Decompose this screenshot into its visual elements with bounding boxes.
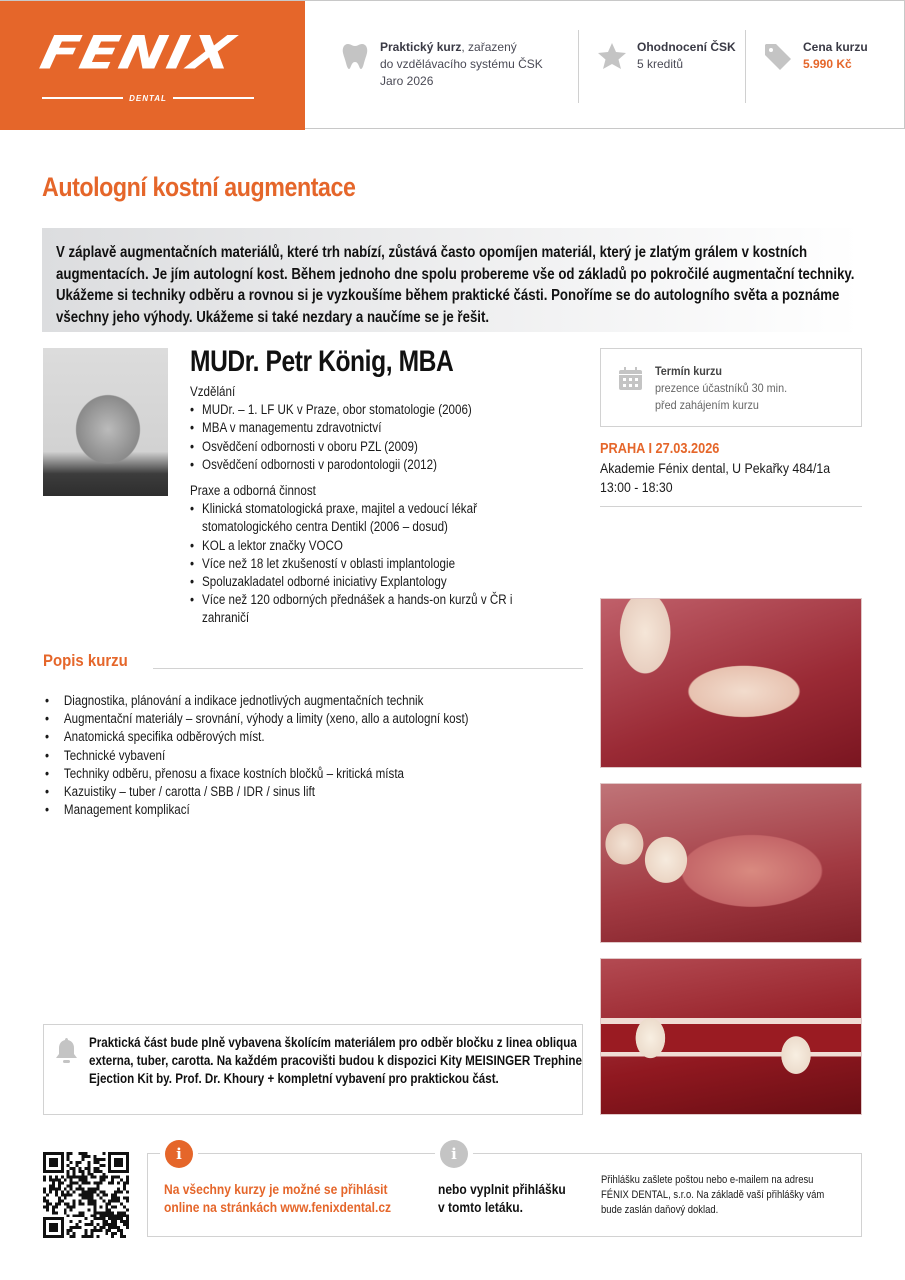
- list-item: • KOL a lektor značky VOCO: [190, 537, 551, 555]
- logo: [0, 1, 305, 130]
- lecturer-section: [190, 345, 590, 628]
- list-item: • Osvědčení odbornosti v oboru PZL (2009): [190, 438, 594, 456]
- venue: Akademie Fénix dental, U Pekařky 484/1a: [600, 460, 831, 476]
- term-box: Termín kurzu prezence účastníků 30 min. před zahájením kurzu: [600, 348, 862, 427]
- rating-info: Ohodnocení ČSK 5 kreditů: [597, 39, 736, 73]
- time: 13:00 - 18:30: [600, 479, 673, 495]
- note-text: Praktická část bude plně vybavena školícím materiálem pro odběr bločku z linea obliqua externa, tuber, carotta. Na každém pracovišti budou k dispozici Kity MEISINGER Trephine Ejection Kit by. Prof. Dr. Khoury + kompletní vybavení pro praktickou část.: [89, 1035, 582, 1086]
- description-heading: Popis kurzu: [43, 651, 128, 670]
- header: [0, 0, 905, 129]
- education-heading: Vzdělání: [190, 384, 236, 399]
- price-info: Cena kurzu 5.990 Kč: [763, 39, 868, 73]
- calendar-icon: [618, 366, 643, 391]
- header-divider: [578, 30, 579, 103]
- registration-footer: [147, 1145, 862, 1237]
- list-item: • MUDr. – 1. LF UK v Praze, obor stomatologie (2006): [190, 401, 594, 419]
- logo-subtitle: DENTAL: [42, 92, 254, 104]
- course-type-info: Praktický kurz, zařazený do vzdělávacího systému ČSK Jaro 2026: [340, 39, 543, 90]
- city-date: PRAHA I 27.03.2026: [600, 441, 720, 457]
- list-item: • Diagnostika, plánování a indikace jednotlivých augmentačních technik: [45, 692, 647, 710]
- info-icon: i: [440, 1140, 468, 1168]
- form-registration: nebo vyplnit přihlášku v tomto letáku.: [438, 1181, 566, 1215]
- list-item: • Více než 18 let zkušeností v oblasti implantologie: [190, 555, 551, 573]
- lecturer-photo: [43, 348, 168, 496]
- registration-info: Přihlášku zašlete poštou nebo e-mailem na adresu FÉNIX DENTAL, s.r.o. Na základě vaší přihlášky vám bude zaslán daňový doklad.: [601, 1174, 825, 1216]
- star-icon: [597, 41, 627, 71]
- price-value: 5.990 Kč: [803, 57, 852, 71]
- list-item: • Kazuistiky – tuber / carotta / SBB / IDR / sinus lift: [45, 783, 647, 801]
- list-item: • Technické vybavení: [45, 747, 647, 765]
- header-divider: [745, 30, 746, 103]
- qr-code[interactable]: [43, 1152, 129, 1238]
- online-registration[interactable]: Na všechny kurzy je možné se přihlásit online na stránkách www.fenixdental.cz: [164, 1181, 392, 1215]
- clinical-photo: [600, 958, 862, 1115]
- list-item: • Anatomická specifika odběrových míst.: [45, 728, 647, 746]
- page-title: Autologní kostní augmentace: [42, 172, 356, 202]
- intro-box: [42, 228, 860, 332]
- practice-heading: Praxe a odborná činnost: [190, 483, 316, 499]
- list-item: • Více než 120 odborných přednášek a hands-on kurzů v ČR i zahraničí: [190, 591, 551, 627]
- description-list: [45, 692, 647, 819]
- divider: [600, 506, 862, 507]
- logo-wordmark: FENIX: [35, 26, 240, 81]
- education-list: [190, 401, 594, 474]
- info-icon: i: [165, 1140, 193, 1168]
- tooth-icon: [340, 41, 370, 71]
- list-item: • Augmentační materiály – srovnání, výhody a limity (xeno, allo a autologní kost): [45, 710, 647, 728]
- lecturer-name: MUDr. Petr König, MBA: [190, 345, 454, 378]
- practical-note: [43, 1024, 583, 1115]
- practice-list: [190, 500, 551, 627]
- list-item: • Spoluzakladatel odborné iniciativy Explantology: [190, 573, 551, 591]
- course-place: [600, 440, 830, 497]
- price-tag-icon: [763, 41, 793, 71]
- bell-icon: [54, 1037, 79, 1065]
- list-item: • Techniky odběru, přenosu a fixace kostních bločků – kritická místa: [45, 765, 647, 783]
- list-item: • MBA v managementu zdravotnictví: [190, 419, 594, 437]
- divider: [153, 668, 583, 669]
- list-item: • Management komplikací: [45, 801, 647, 819]
- intro-text: V záplavě augmentačních materiálů, které trh nabízí, zůstává často opomíjen materiál, který je zlatým grálem v kostních augmentacích. Je jím autologní kost. Během jednoho dne spolu probereme vše od základů po pokročilé augmentační techniky. Ukážeme si techniky odběru a rovnou si je vyzkoušíme během praktické části. Ponoříme se do autologního světa a poznáme všechny jeho výhody. Ukážeme si také nezdary a naučíme se je řešit.: [56, 244, 855, 326]
- list-item: • Osvědčení odbornosti v parodontologii (2012): [190, 456, 594, 474]
- list-item: • Klinická stomatologická praxe, majitel a vedoucí lékař stomatologického centra Dentikl (2006 – dosud): [190, 500, 551, 536]
